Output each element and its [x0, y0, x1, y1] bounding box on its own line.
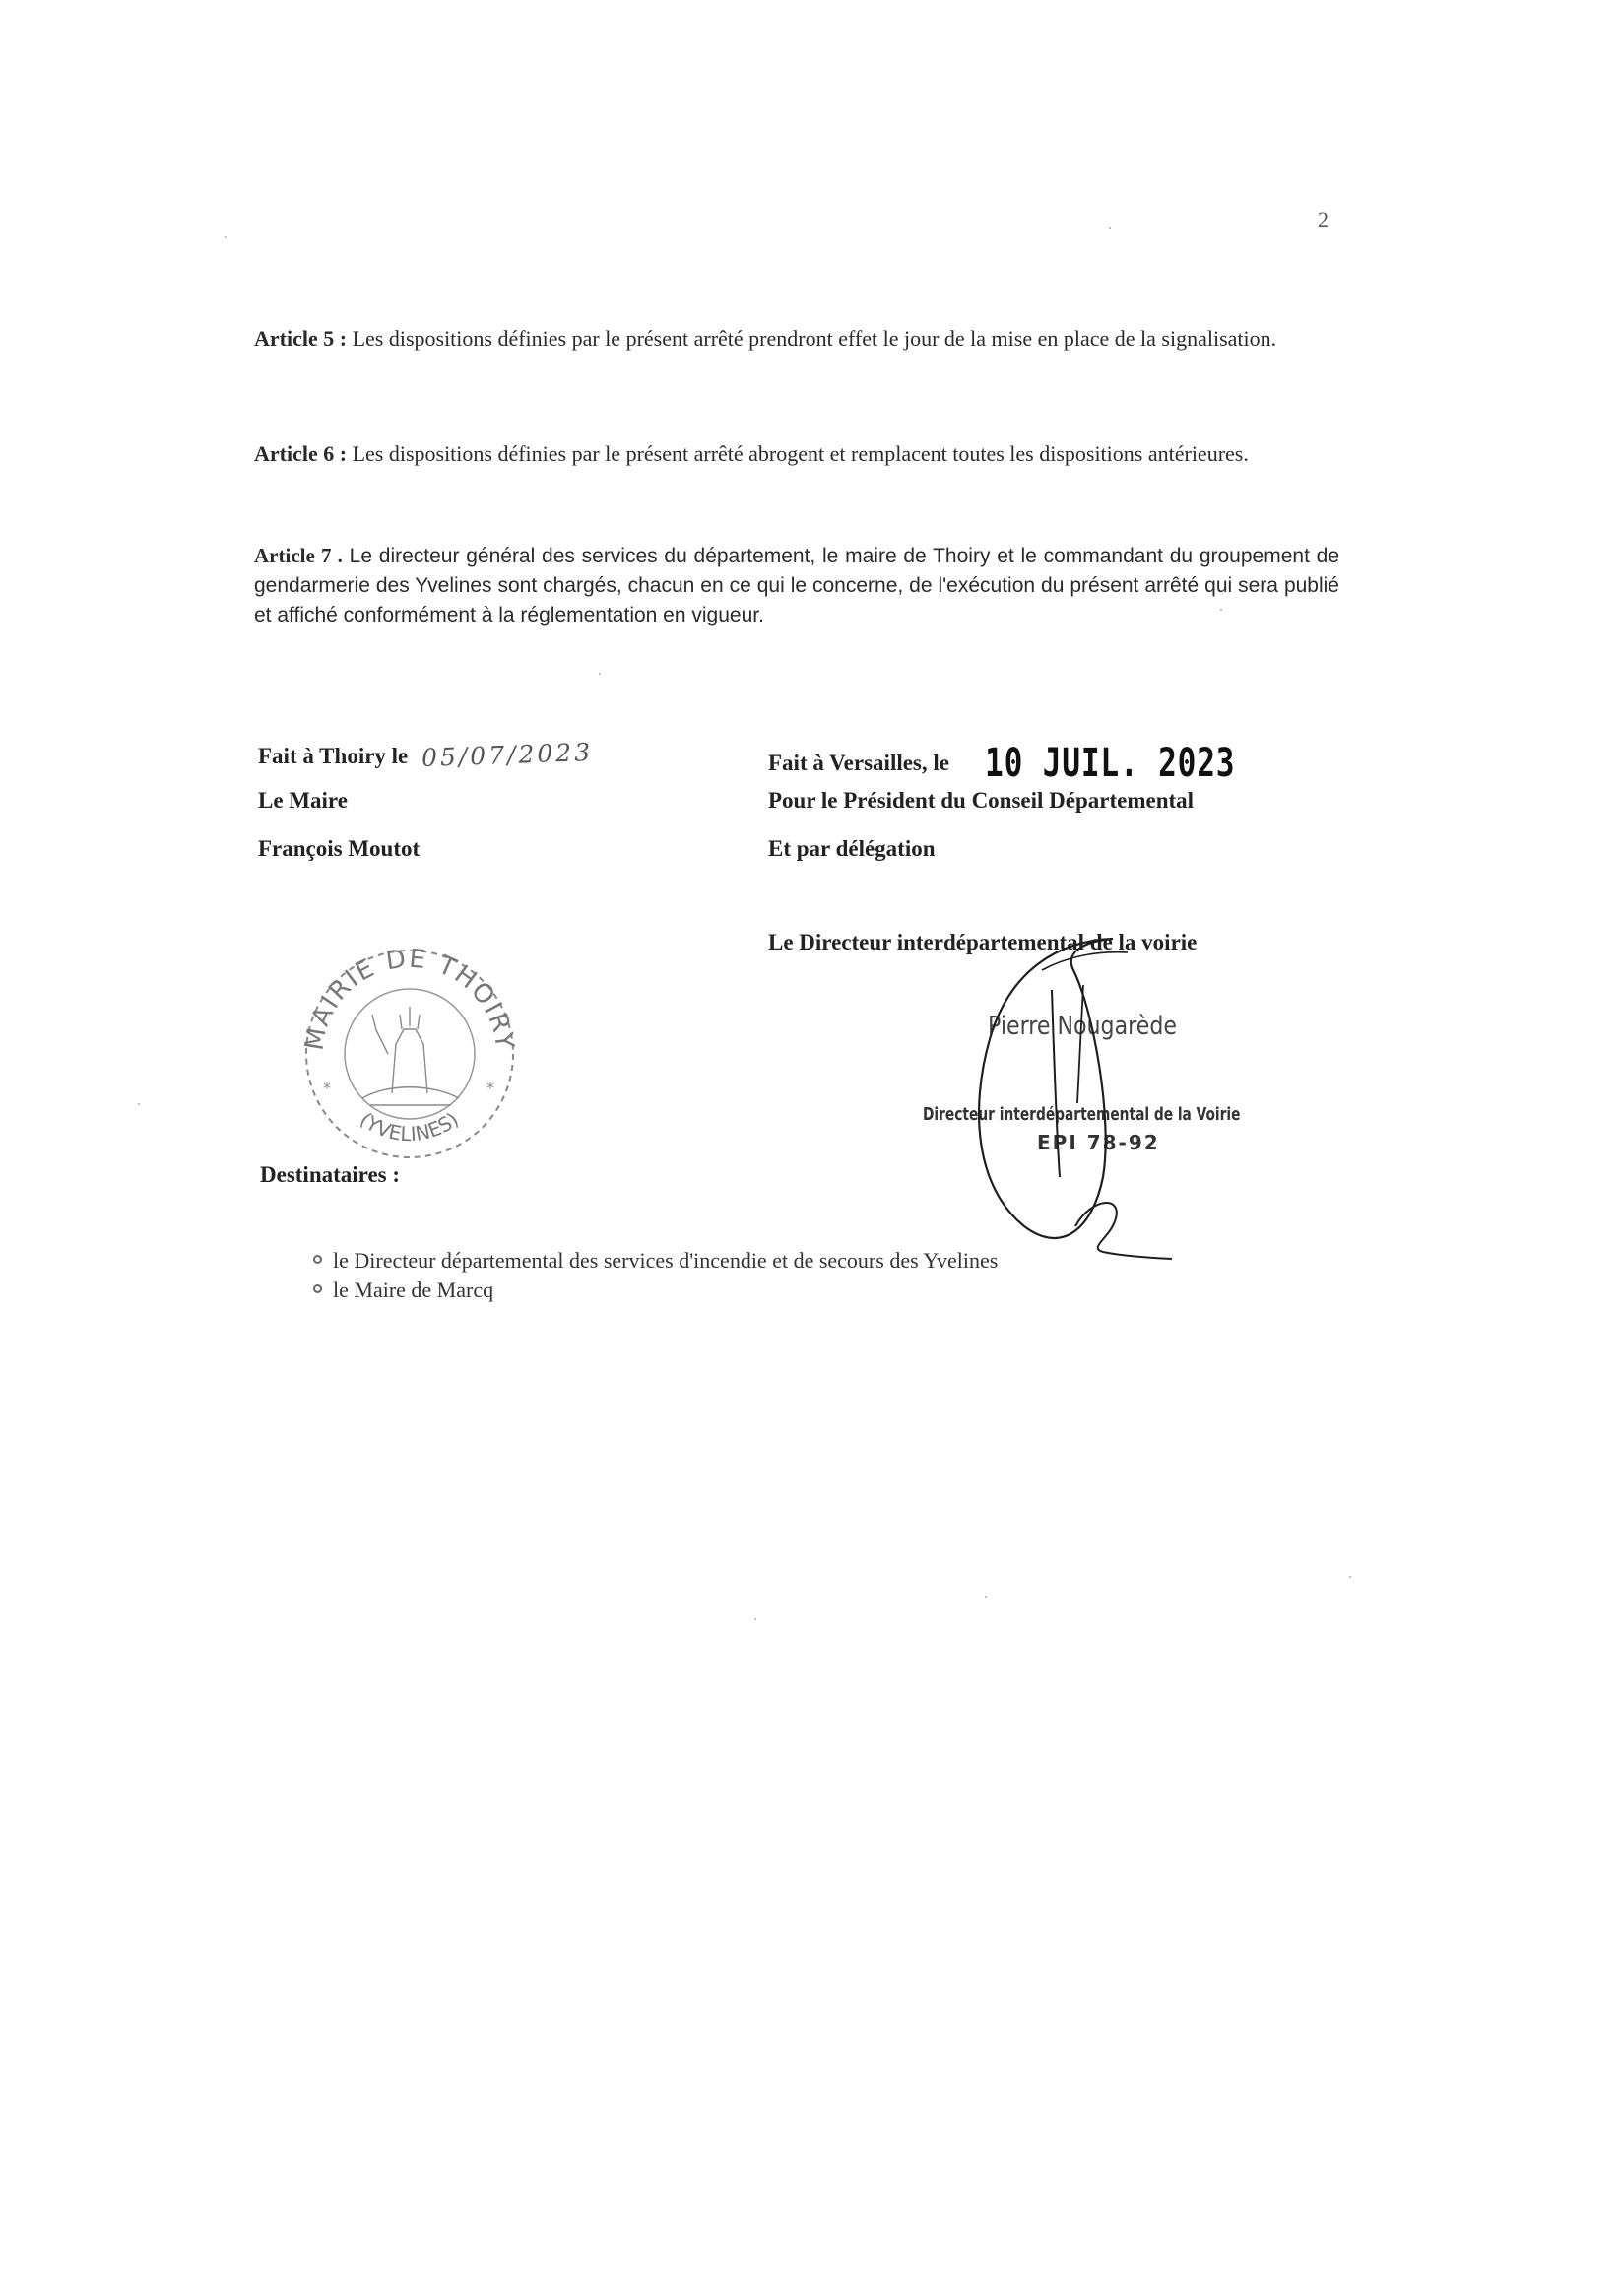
council-place: Fait à Versailles, le — [768, 751, 949, 775]
mayor-name: François Moutot — [258, 836, 421, 861]
svg-text:*: * — [323, 1079, 331, 1097]
recipient-text: le Directeur départemental des services d'incendie et de secours des Yvelines — [333, 1248, 999, 1273]
article-5-text: Les dispositions définies par le présent arrêté prendront effet le jour de la mise en place de la signalisation. — [352, 326, 1277, 351]
director-signature — [965, 931, 1182, 1266]
list-item — [313, 1246, 998, 1276]
scan-speck — [1220, 609, 1222, 611]
director-title: Le Directeur interdépartemental de la voirie — [768, 930, 1198, 954]
recipients-list — [313, 1246, 998, 1305]
svg-text:(YVELINES) — [356, 1107, 463, 1146]
council-place-date — [768, 741, 1306, 786]
council-date-stamp: 10 JUIL. 2023 — [984, 741, 1236, 786]
article-5-label: Article 5 : — [254, 326, 348, 351]
recipient-text: le Maire de Marcq — [333, 1278, 494, 1302]
article-6-text: Les dispositions définies par le présent arrêté abrogent et remplacent toutes les dispositions antérieures. — [352, 441, 1249, 466]
mayor-handwritten-date: 05/07/2023 — [421, 737, 594, 773]
scan-speck — [138, 1103, 140, 1105]
scan-speck — [754, 1618, 756, 1620]
mayor-title: Le Maire — [258, 788, 348, 813]
page-number: 2 — [1318, 207, 1329, 231]
council-for-line: Pour le Président du Conseil Départemental — [768, 788, 1195, 813]
article-6 — [254, 438, 1339, 469]
scan-speck — [225, 236, 227, 238]
article-7-label: Article 7 . — [254, 544, 343, 567]
recipients-label: Destinataires : — [260, 1162, 401, 1187]
bullet-icon — [313, 1255, 322, 1264]
scan-speck — [985, 1596, 987, 1598]
svg-text:*: * — [486, 1079, 494, 1097]
scan-speck — [599, 673, 601, 675]
article-7 — [254, 541, 1339, 630]
director-stamp-name: Pierre Nougarède — [988, 1012, 1177, 1041]
council-delegation: Et par délégation — [768, 836, 936, 861]
seal-top-text: MAIRIE DE THOIRY — [299, 944, 520, 1053]
list-item — [313, 1276, 998, 1305]
article-6-label: Article 6 : — [254, 441, 348, 466]
town-seal — [293, 936, 525, 1162]
bullet-icon — [313, 1284, 322, 1293]
article-7-text: Le directeur général des services du département, le maire de Thoiry et le commandant du groupement de gendarmerie des Yvelines sont chargés, chacun en ce qui le concerne, de l'exécution du présent arrêté qui sera publié et affiché conformément à la réglementation en vigueur. — [254, 545, 1340, 626]
mayor-place-date — [258, 737, 594, 773]
seal-bottom-text: (YVELINES) — [355, 1107, 464, 1147]
director-stamp-role: Directeur interdépartemental de la Voirie — [923, 1104, 1241, 1125]
article-5 — [254, 323, 1339, 354]
scan-speck — [1109, 227, 1111, 229]
scan-speck — [1349, 1576, 1351, 1578]
svg-text:MAIRIE DE THOIRY — [300, 945, 520, 1053]
director-stamp-code: EPI 78-92 — [1037, 1131, 1160, 1154]
mayor-place: Fait à Thoiry le — [258, 744, 409, 768]
